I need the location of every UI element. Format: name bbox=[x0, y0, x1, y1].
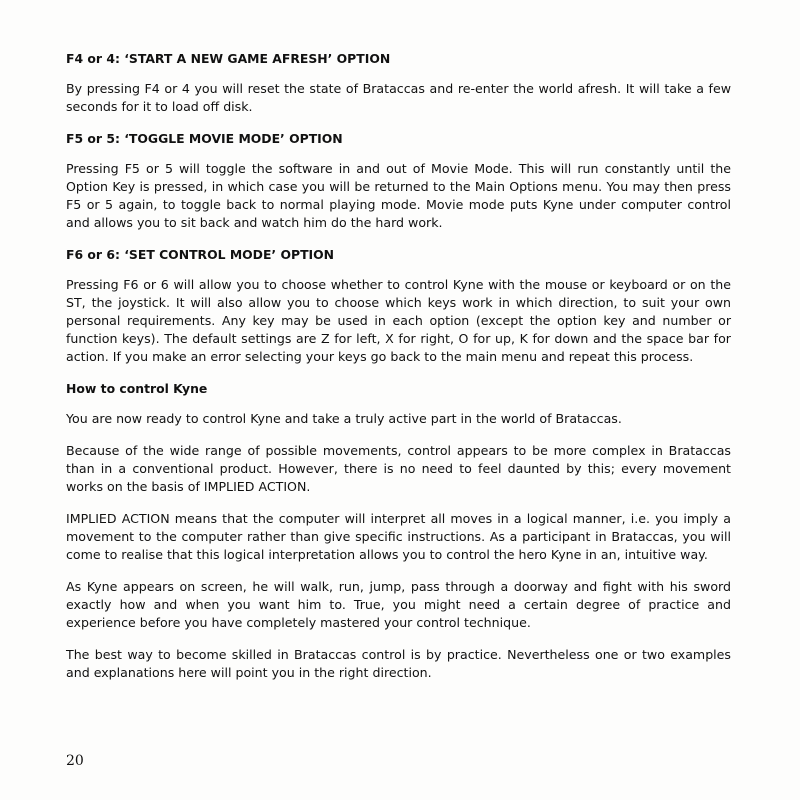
paragraph: Pressing F6 or 6 will allow you to choose whether to control Kyne with the mouse or keyboard or on the ST, the joystick. It will also allow you to choose which keys work in which direction, to suit your own personal requirements. Any key may be used in each option (except the option key and number or function keys). The default settings are Z for left, X for right, O for up, K for down and the space bar for action. If you make an error selecting your keys go back to the main menu and repeat this process. bbox=[66, 277, 731, 364]
paragraph: You are now ready to control Kyne and take a truly active part in the world of Brataccas. bbox=[66, 411, 622, 426]
page-number: 20 bbox=[66, 753, 84, 769]
paragraph: The best way to become skilled in Brataccas control is by practice. Nevertheless one or two examples and explanations here will point you in the right direction. bbox=[66, 647, 731, 680]
paragraph: Because of the wide range of possible movements, control appears to be more complex in Brataccas than in a conventional product. However, there is no need to feel daunted by this; every movement works on the basis of IMPLIED ACTION. bbox=[66, 443, 731, 494]
paragraph: By pressing F4 or 4 you will reset the state of Brataccas and re-enter the world afresh. It will take a few seconds for it to load off disk. bbox=[66, 81, 731, 114]
paragraph: Pressing F5 or 5 will toggle the software in and out of Movie Mode. This will run constantly until the Option Key is pressed, in which case you will be returned to the Main Options menu. You may then press F5 or 5 again, to toggle back to normal playing mode. Movie mode puts Kyne under computer control and allows you to sit back and watch him do the hard work. bbox=[66, 161, 731, 230]
section-heading-new-game: F4 or 4: ‘START A NEW GAME AFRESH’ OPTION bbox=[66, 51, 391, 66]
section-heading-control-mode: F6 or 6: ‘SET CONTROL MODE’ OPTION bbox=[66, 247, 335, 262]
section-heading-movie-mode: F5 or 5: ‘TOGGLE MOVIE MODE’ OPTION bbox=[66, 131, 343, 146]
section-heading-how-to-control: How to control Kyne bbox=[66, 381, 208, 396]
page-body bbox=[66, 50, 731, 682]
paragraph: As Kyne appears on screen, he will walk, run, jump, pass through a doorway and fight with his sword exactly how and when you want him to. True, you might need a certain degree of practice and experience before you have completely mastered your control technique. bbox=[66, 579, 731, 630]
paragraph: IMPLIED ACTION means that the computer will interpret all moves in a logical manner, i.e. you imply a movement to the computer rather than give specific instructions. As a participant in Brataccas, you will come to realise that this logical interpretation allows you to control the hero Kyne in an, intuitive way. bbox=[66, 511, 731, 562]
